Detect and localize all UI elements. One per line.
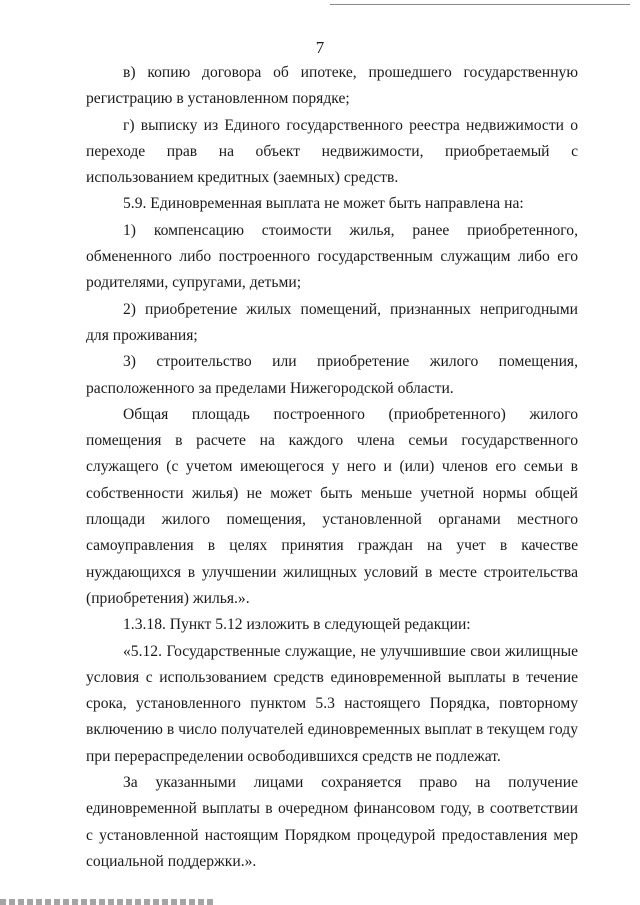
paragraph-item-3: 3) строительство или приобретение жилого помещения, расположенного за пределами Нижегородской области.	[86, 353, 578, 397]
paragraph-total-area: Общая площадь построенного (приобретенного) жилого помещения в расчете на каждого члена семьи государственного служащего (с учетом имеющегося у него и (или) членов его семьи в собственности жилья) не может быть меньше учетной нормы общей площади жилого помещения, установленной органами местного самоуправления в целях принятия граждан на учет в качестве нуждающихся в улучшении жилищных условий в месте строительства (приобретения) жилья.».	[86, 405, 578, 607]
top-border-line	[330, 4, 630, 5]
paragraph-clause-1-3-18: 1.3.18. Пункт 5.12 изложить в следующей редакции:	[123, 616, 471, 634]
page-number: 7	[315, 38, 325, 57]
paragraph-right-retained: За указанными лицами сохраняется право на получение единовременной выплаты в очередном финансовом году, в соответствии с установленной настоящим Порядком процедурой предоставления мер социальной поддержки.».	[86, 774, 578, 870]
paragraph-section-5-9: 5.9. Единовременная выплата не может быть направлена на:	[123, 195, 524, 213]
paragraph-item-g: г) выписку из Единого государственного реестра недвижимости о переходе прав на объект недвижимости, приобретаемый с использованием кредитных (заемных) средств.	[86, 116, 578, 187]
paragraph-item-2: 2) приобретение жилых помещений, признанных непригодными для проживания;	[86, 300, 578, 344]
paragraph-item-v: в) копию договора об ипотеке, прошедшего государственную регистрацию в установленном порядке;	[86, 64, 578, 108]
document-body	[86, 60, 578, 875]
footer-document-code	[0, 899, 215, 905]
paragraph-item-1: 1) компенсацию стоимости жилья, ранее приобретенного, обмененного либо построенного государственным служащим либо его родителями, супругами, детьми;	[86, 221, 578, 292]
paragraph-section-5-12: «5.12. Государственные служащие, не улучшившие свои жилищные условия с использованием средств единовременной выплаты в течение срока, установленного пунктом 5.3 настоящего Порядка, повторному включению в число получателей единовременных выплат в текущем году при перераспределении освободившихся средств не подлежат.	[86, 642, 578, 765]
